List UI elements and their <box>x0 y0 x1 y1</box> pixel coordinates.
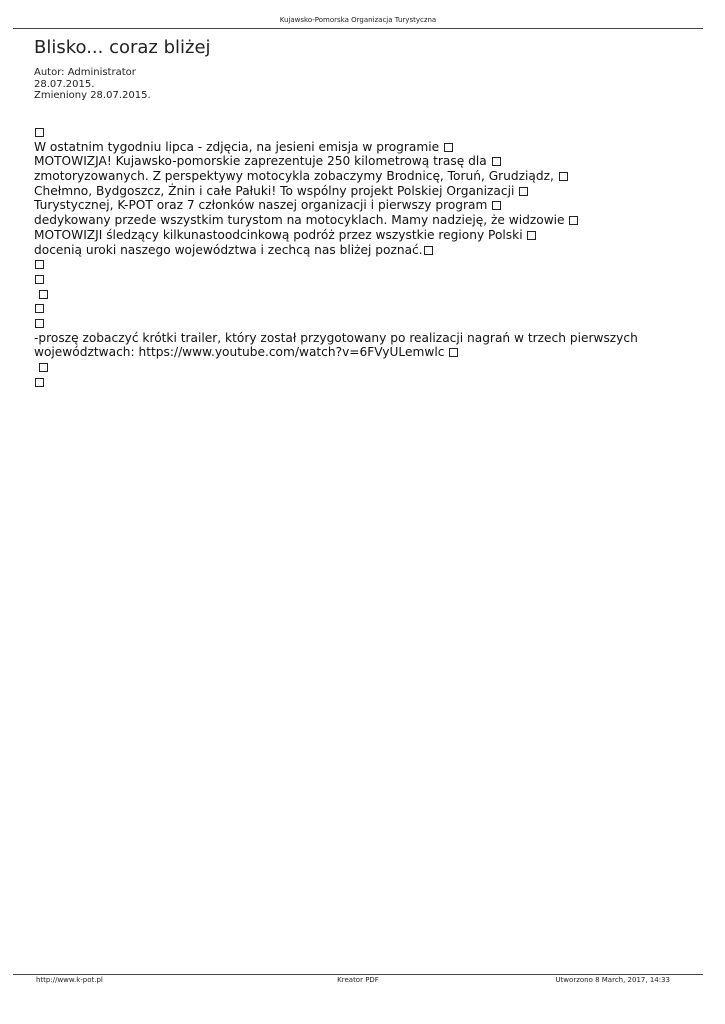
footer-divider <box>13 974 703 975</box>
paragraph-line: MOTOWIZJA! Kujawsko-pomorskie zaprezentuje 250 kilometrową trasę dla <box>34 154 487 169</box>
article-title: Blisko... coraz bliżej <box>34 37 211 58</box>
body-line <box>34 198 674 213</box>
paragraph-line: zmotoryzowanych. Z perspektywy motocykla zobaczymy Brodnicę, Toruń, Grudziądz, <box>34 169 554 184</box>
paragraph-line: MOTOWIZJI śledzący kilkunastoodcinkową podróż przez wszystkie regiony Polski <box>34 227 523 242</box>
paragraph-line: Turystycznej, K-POT oraz 7 członków naszej organizacji i pierwszy program <box>34 198 488 213</box>
missing-glyph-box <box>449 348 458 357</box>
missing-glyph-box <box>444 143 453 152</box>
body-line <box>34 287 674 302</box>
modified-line: Zmieniony 28.07.2015. <box>34 90 151 101</box>
paragraph-line: Chełmno, Bydgoszcz, Żnin i całe Pałuki! To wspólny projekt Polskiej Organizacji <box>34 183 515 198</box>
publish-date: 28.07.2015. <box>34 78 95 90</box>
missing-glyph-box <box>492 157 501 166</box>
page-header-organization: Kujawsko-Pomorska Organizacja Turystyczna <box>279 16 437 24</box>
footer-generator: Kreator PDF <box>337 976 379 984</box>
body-line <box>34 213 674 228</box>
missing-glyph-box <box>519 187 528 196</box>
page-footer <box>13 976 703 986</box>
body-line <box>34 257 674 272</box>
missing-glyph-box <box>569 216 578 225</box>
body-line <box>34 154 674 169</box>
missing-glyph-box <box>35 260 44 269</box>
body-line <box>34 184 674 199</box>
paragraph-line: dedykowany przede wszystkim turystom na motocyklach. Mamy nadzieję, że widzowie <box>34 213 565 228</box>
body-line <box>34 316 674 331</box>
header-divider <box>13 28 703 29</box>
paragraph-line: W ostatnim tygodniu lipca - zdjęcia, na jesieni emisja w programie <box>34 139 440 154</box>
missing-glyph-box <box>424 246 433 255</box>
trailer-text: -proszę zobaczyć krótki trailer, który został przygotowany po realizacji nagrań w trzech pierwszych <box>34 330 638 345</box>
body-line <box>34 140 674 155</box>
missing-glyph-box <box>35 304 44 313</box>
body-line <box>34 331 674 346</box>
author-line: Autor: Administrator <box>34 67 136 78</box>
missing-glyph-box <box>492 201 501 210</box>
missing-glyph-box <box>35 275 44 284</box>
trailer-link-text: województwach: https://www.youtube.com/watch?v=6FVyULemwlc <box>34 345 445 360</box>
missing-glyph-box <box>527 231 536 240</box>
footer-created: Utworzono 8 March, 2017, 14:33 <box>555 976 670 984</box>
missing-glyph-box <box>35 378 44 387</box>
paragraph-line: docenią uroki naszego województwa i zechcą nas bliżej poznać. <box>34 242 423 257</box>
footer-url: http://www.k-pot.pl <box>36 976 103 984</box>
body-line <box>34 169 674 184</box>
missing-glyph-box <box>35 128 44 137</box>
body-line <box>34 272 674 287</box>
article-meta <box>34 67 151 102</box>
body-line <box>34 345 674 360</box>
missing-glyph-box <box>39 363 48 372</box>
body-line <box>34 243 674 258</box>
body-line <box>34 228 674 243</box>
missing-glyph-box <box>35 319 44 328</box>
body-line <box>34 360 674 375</box>
missing-glyph-box <box>559 172 568 181</box>
body-line <box>34 301 674 316</box>
missing-glyph-box <box>39 290 48 299</box>
body-line <box>34 375 674 390</box>
body-line <box>34 125 674 140</box>
article-body <box>34 125 674 389</box>
